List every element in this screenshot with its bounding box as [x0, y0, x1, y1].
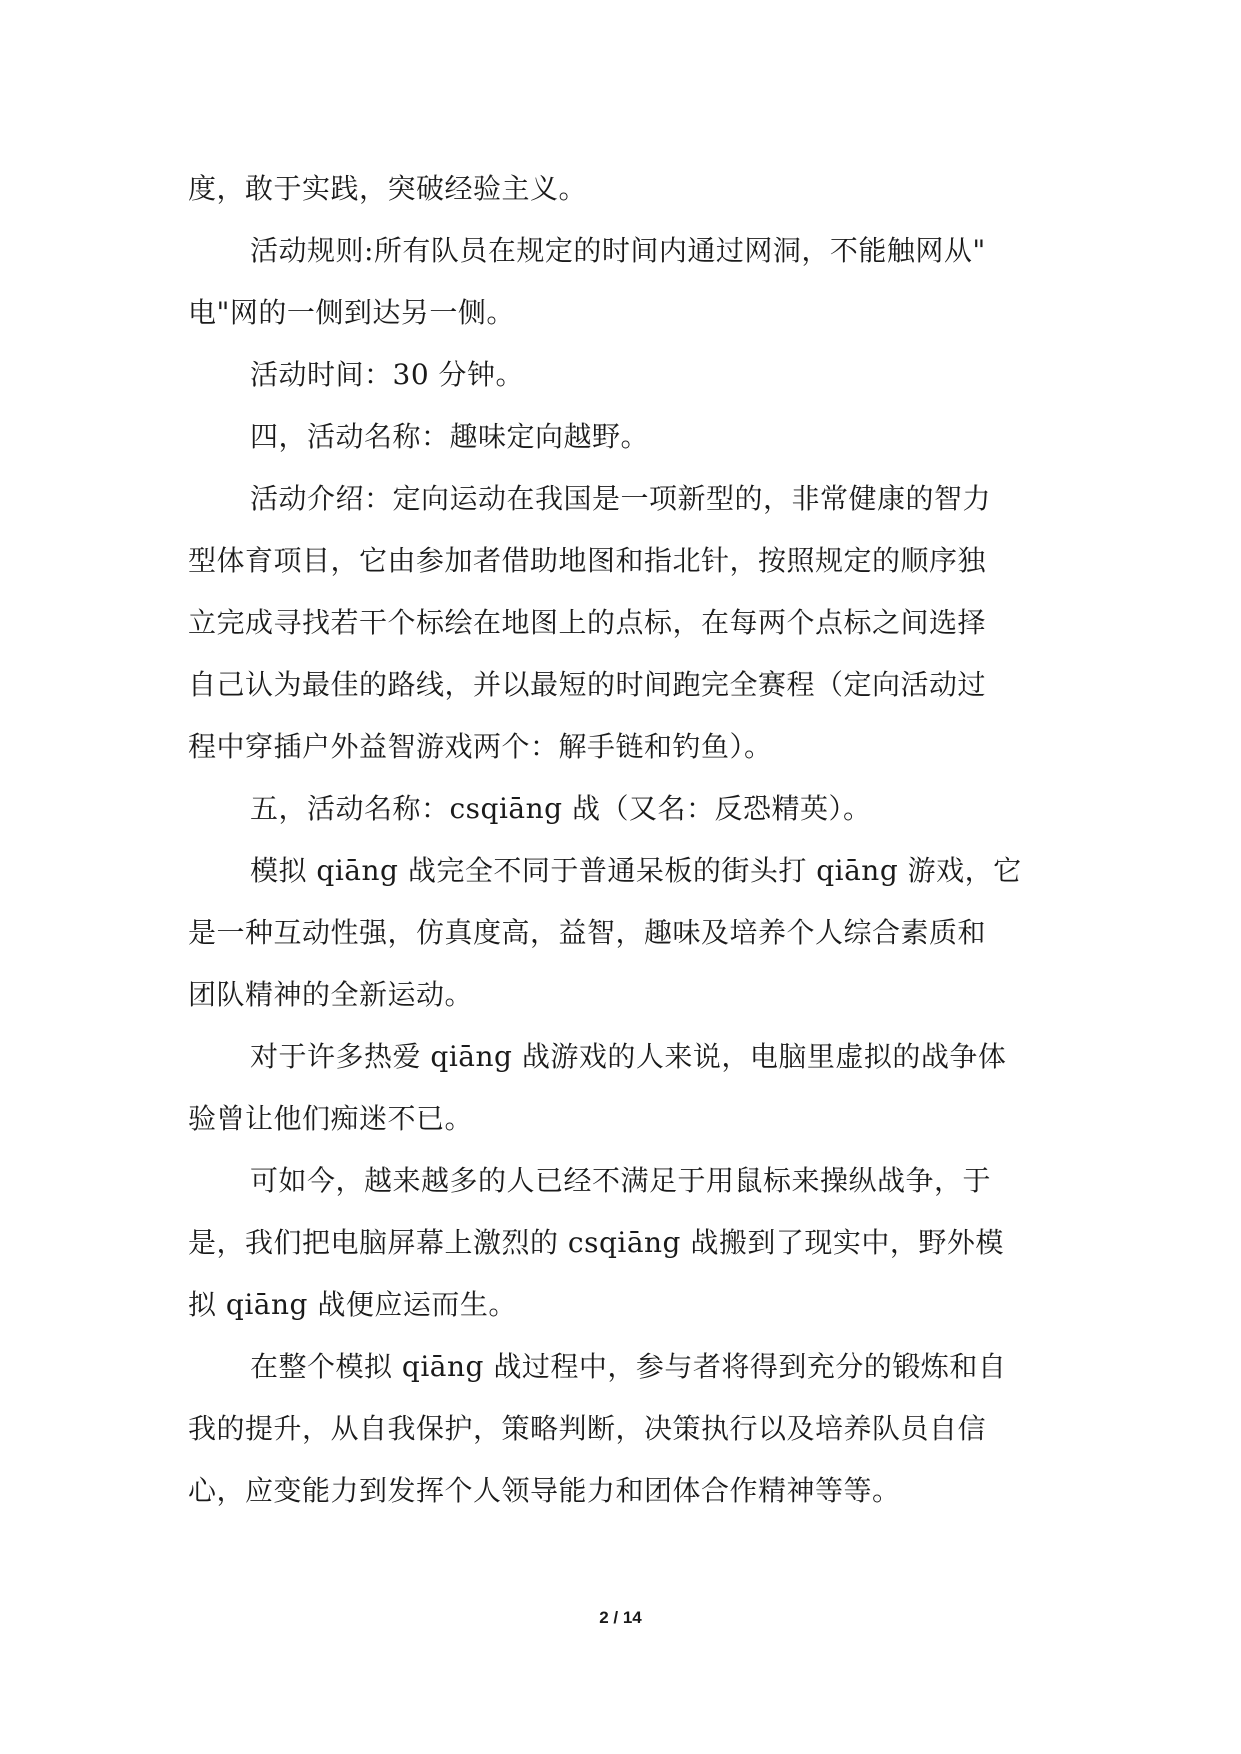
text-line: 活动时间：30 分钟。	[250, 358, 525, 391]
text-line: 团队精神的全新运动。	[188, 978, 474, 1011]
page-number: 2 / 14	[599, 1608, 642, 1627]
text-line: 是一种互动性强，仿真度高，益智，趣味及培养个人综合素质和	[188, 916, 987, 949]
text-line: 电"网的一侧到达另一侧。	[188, 296, 515, 329]
text-line: 拟 qiāng 战便应运而生。	[188, 1288, 517, 1321]
text-line: 模拟 qiāng 战完全不同于普通呆板的街头打 qiāng 游戏，它	[250, 854, 1022, 887]
body-text	[188, 158, 1052, 1522]
text-line: 对于许多热爱 qiāng 战游戏的人来说，电脑里虚拟的战争体	[250, 1040, 1007, 1073]
text-line: 心，应变能力到发挥个人领导能力和团体合作精神等等。	[188, 1474, 901, 1507]
text-line: 验曾让他们痴迷不已。	[188, 1102, 474, 1135]
text-line: 自己认为最佳的路线，并以最短的时间跑完全赛程（定向活动过	[188, 668, 987, 701]
text-line: 度，敢于实践，突破经验主义。	[188, 172, 588, 205]
text-line: 在整个模拟 qiāng 战过程中，参与者将得到充分的锻炼和自	[250, 1350, 1007, 1383]
text-line: 型体育项目，它由参加者借助地图和指北针，按照规定的顺序独	[188, 544, 987, 577]
text-line: 活动规则:所有队员在规定的时间内通过网洞，不能触网从"	[250, 234, 986, 267]
section-heading: 五，活动名称：csqiāng 战（又名：反恐精英）。	[250, 792, 872, 825]
text-line: 是，我们把电脑屏幕上激烈的 csqiāng 战搬到了现实中，野外模	[188, 1226, 1004, 1259]
text-line: 立完成寻找若干个标绘在地图上的点标，在每两个点标之间选择	[188, 606, 987, 639]
section-heading: 四，活动名称：趣味定向越野。	[250, 420, 650, 453]
text-line: 活动介绍：定向运动在我国是一项新型的，非常健康的智力	[250, 482, 992, 515]
text-line: 可如今，越来越多的人已经不满足于用鼠标来操纵战争，于	[250, 1164, 992, 1197]
text-line: 我的提升，从自我保护，策略判断，决策执行以及培养队员自信	[188, 1412, 987, 1445]
text-line: 程中穿插户外益智游戏两个：解手链和钓鱼）。	[188, 730, 773, 763]
